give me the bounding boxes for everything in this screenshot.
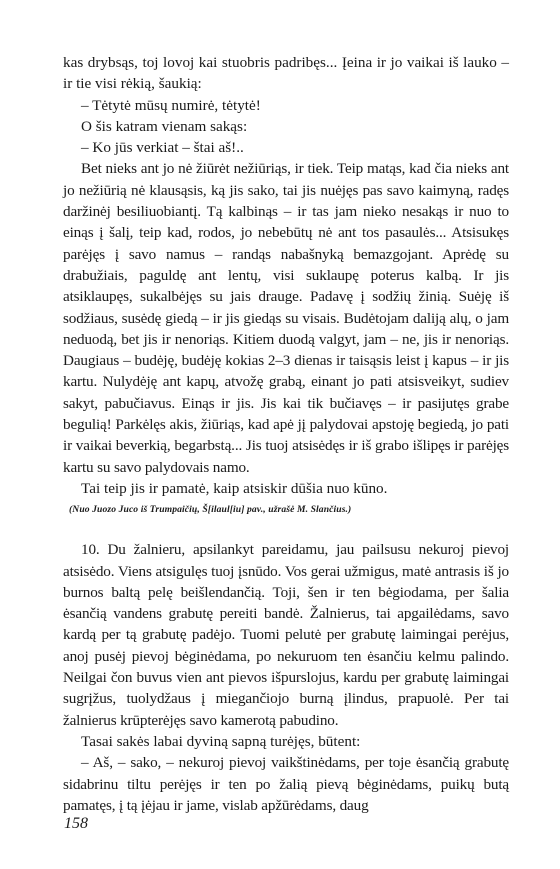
section-gap — [63, 517, 509, 539]
dialogue-line: – Ko jūs verkiat – štai aš!.. — [81, 139, 244, 157]
dialogue-line: – Tėtytė mūsų numirė, tėtytė! — [81, 96, 261, 114]
paragraph: Tasai sakės labai dyviną sapną turėjęs, būtent: — [81, 732, 361, 750]
story-paragraph-10: 10. Du žalnieru, apsilankyt pareidamu, jau pailsusu nekuroj pievoj atsisėdo. Viens atsigulęs tuoj įsnūdo. Vos gerai užmigus, matė antrasis iš jo burnos baltą pelę beišlendančią. Toji, šen ir ten bėgiodama, per šalia ėsančią vandens grabutę pereiti bandė. Žalnierus, tai apgailėdams, savo kardą per tą grabutę padėjo. Tuomi pelutė per grabutę laimingai perėjus, anoj pusėj pievoj bėginėdama, po nekuruom ten ėsančiu kelmu palindo. Neilgai čon buvus vien ant pievos išpurslojus, kardu per grabutę laimingai sugrįžus, tuolydžaus į miegančiojo burną įlindus, prapuolė. Per tai žalnierus krūpterėjęs savo kamerotą pabudino. — [63, 541, 509, 729]
dialogue-line: – Aš, – sako, – nekuroj pievoj vaikštinėdams, per toje ėsančią grabutę sidabrinu tiltu perėjęs ir ten po žalią pievą bėginėdams, puikų butą pamatęs, į tą įėjau ir jame, vislab apžūrėdams, daug — [63, 754, 509, 814]
source-note: (Nuo Juozo Juco iš Trumpaičių, Š[ilaul[iu] pav., užrašė M. Slančius.) — [69, 504, 352, 516]
paragraph: Bet nieks ant jo nė žiūrėt nežiūriąs, ir tiek. Teip matąs, kad čia nieks ant jo nežiūrią nė klausąsis, ką jis sako, tai jis nuėjęs pas savo kaimyną, radęs daržinėj besiliuobiantį. Tą kalbinąs – ir tas jam nieko nesakąs ir nuo to einąs į šalį, teip kad, rodos, jo nebebūtų nė ant tos pasaulės... Atsisukęs parėjęs į savo namus – randąs nabašnyką bemazgojant. Aprėdę su drabužiais, paguldę ant lentų, visi suklaupę poterus kalbą. Ir jis atsiklaupęs, sukalbėjęs su jais drauge. Padavę į sodžių žinią. Suėję iš sodžiaus, susėdę giedą – ir jis giedąs su visais. Budėtojam daliją alų, o jam neduodą, bet jis ir nenoriąs. Kitiem duodą valgyt, jam – ne, jis ir nenoriąs. Daugiaus – budėję, budėję kokias 2–3 dienas ir taisąsis leist į kapus – ir jis kartu. Nulydėję ant kapų, atvožę grabą, einant jo pati atsisveikyt, sudiev sakyt, pabučiavus. Einąs ir jis. Jis kai tik bučiavęs – ir pasijutęs grabe begulią! Parkėlęs akis, žiūriąs, kad apė jį palydovai apstoję begiedą, jo pati ir vaikai beverkią, begarbstą... Jis tuoj atsisėdęs ir iš grabo išlipęs ir parėjęs kartu su savo palydovais namo. — [63, 160, 509, 476]
paragraph: O šis katram vienam sakąs: — [81, 117, 248, 135]
page-body — [63, 52, 509, 816]
page-number: 158 — [64, 815, 88, 832]
paragraph: kas drybsąs, toj lovoj kai stuobris padribęs... Įeina ir jo vaikai iš lauko – ir tie visi rėkią, šaukią: — [63, 54, 509, 93]
paragraph: Tai teip jis ir pamatė, kaip atsiskir dūšia nuo kūno. — [81, 479, 388, 497]
